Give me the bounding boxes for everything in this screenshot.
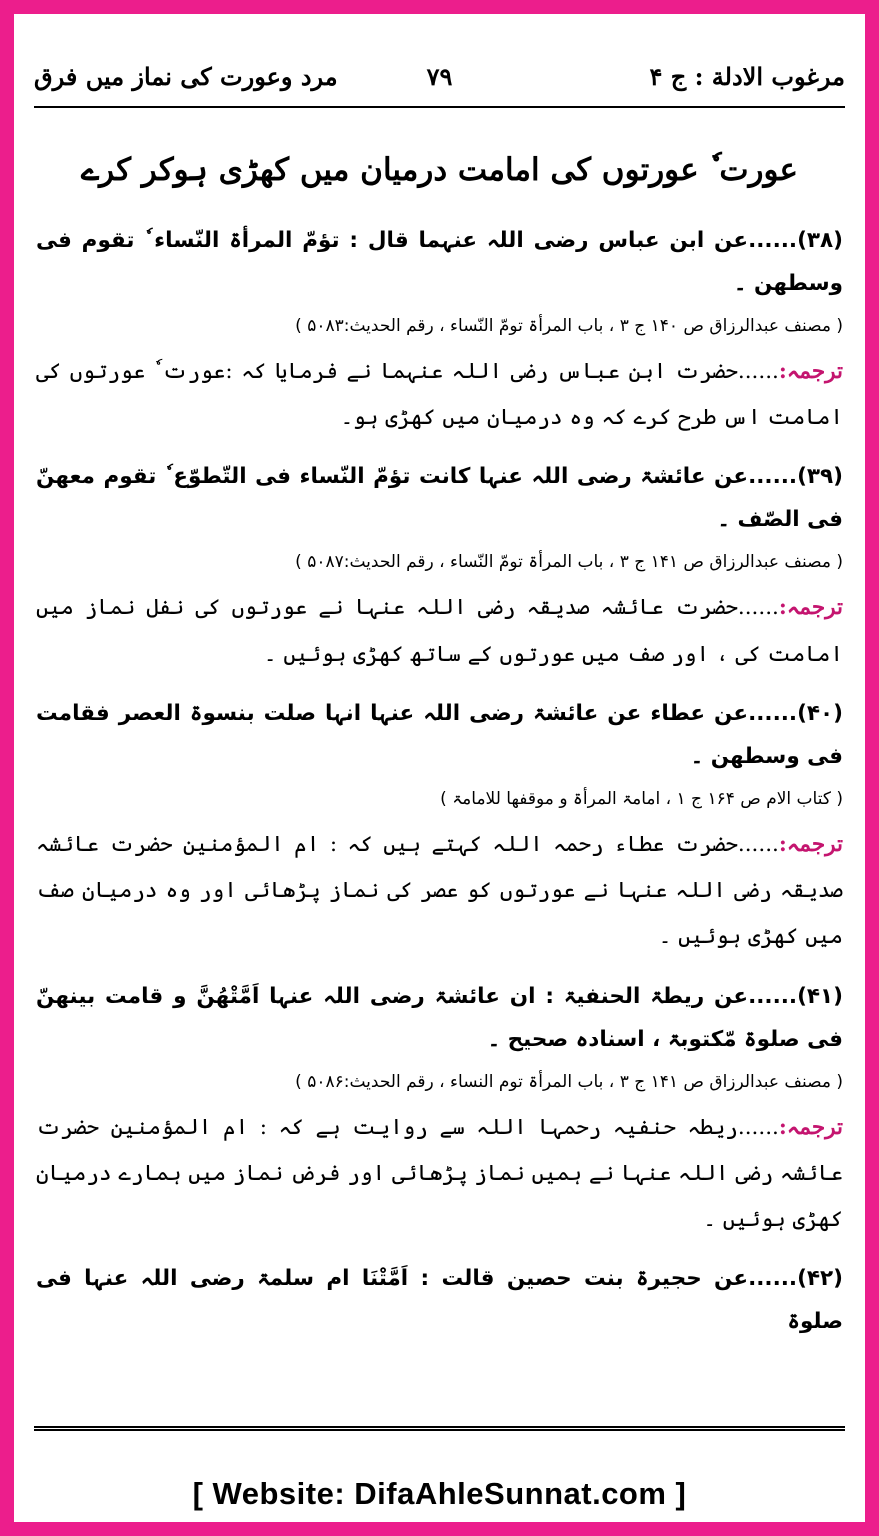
- translation: ترجمہ:......حضرت عائشہ صدیقہ رضی اللہ عنہا نے عورتوں کی نفل نماز میں امامت کی ، اور صف میں عورتوں کے ساتھ کھڑی ہوئیں ۔: [36, 595, 843, 667]
- hadith-number: (۴۲): [797, 1266, 843, 1292]
- arabic-text: (۳۹)......عن عائشۃ رضی اللہ عنہا کانت تؤمّ النّساء فی التّطوّع ٗ تقوم معھنّ فی الصّف ۔: [36, 464, 843, 533]
- header-book-title: مرغوب الادلة : ج ۴: [649, 61, 845, 91]
- hadith-entry: [36, 1257, 843, 1343]
- reference: ( مصنف عبدالرزاق ص ۱۴۰ ج ۳ ، باب المرأۃ تومّ النّساء ، رقم الحدیث:۵۰۸۳ ): [295, 316, 843, 336]
- header-page-number: ۷۹: [426, 61, 453, 91]
- hadith-entry: [36, 455, 843, 677]
- header-rule: [34, 106, 845, 108]
- hadith-number: (۴۱): [797, 983, 843, 1009]
- hadith-number: (۳۹): [797, 464, 843, 490]
- translation: ترجمہ:......ریطہ حنفیہ رحمہا اللہ سے روایت ہے کہ : ام المؤمنین حضرت عائشہ رضی اللہ عنہا نے ہمیں نماز پڑھائی اور فرض نماز میں ہمارے درمیان کھڑی ہوئیں ۔: [36, 1114, 843, 1232]
- section-title: عورت ٗ عورتوں کی امامت درمیان میں کھڑی ہوکر کرے: [80, 152, 799, 188]
- hadith-number: (۳۸): [797, 228, 843, 253]
- hadith-entry: [36, 219, 843, 441]
- hadith-entry: [36, 692, 843, 961]
- translation-label: ترجمہ:: [778, 1114, 843, 1140]
- website-footer: [ Website: DifaAhleSunnat.com ]: [192, 1476, 687, 1511]
- reference: ( مصنف عبدالرزاق ص ۱۴۱ ج ۳ ، باب المرأۃ تومّ النّساء ، رقم الحدیث:۵۰۸۷ ): [295, 552, 843, 573]
- hadith-entry: [36, 975, 843, 1244]
- arabic-text: (۴۰)......عن عطاء عن عائشۃ رضی اللہ عنہا انہا صلت بنسوۃ العصر فقامت فی وسطھن ۔: [36, 700, 843, 769]
- book-page: [14, 14, 865, 1522]
- running-header: [34, 54, 845, 98]
- translation: ترجمہ:......حضرت عطاء رحمہ اللہ کہتے ہیں کہ : ام المؤمنین حضرت عائشہ صدیقہ رضی اللہ عنہا نے عورتوں کو عصر کی نماز پڑھائی اور وہ درمیان صف میں کھڑی ہوئیں ۔: [36, 831, 843, 950]
- arabic-text: (۴۱)......عن ریطۃ الحنفیۃ : ان عائشۃ رضی اللہ عنہا اَمَّتْھُنَّ و قامت بینھنّ فی صلوۃ مّکتوبۃ ، اسنادہ صحیح ۔: [36, 983, 843, 1052]
- translation-label: ترجمہ:: [778, 595, 843, 621]
- reference: ( مصنف عبدالرزاق ص ۱۴۱ ج ۳ ، باب المرأۃ توم النساء ، رقم الحدیث:۵۰۸۶ ): [295, 1071, 843, 1092]
- header-topic: مرد وعورت کی نماز میں فرق: [34, 61, 338, 91]
- arabic-text: (۳۸)......عن ابن عباس رضی اللہ عنہما قال : تؤمّ المرأۃ النّساء ٗ تقوم فی وسطھن ۔: [36, 228, 843, 296]
- translation-label: ترجمہ:: [778, 359, 843, 384]
- translation: ترجمہ:......حضرت ابن عباس رضی اللہ عنہما نے فرمایا کہ :عورت ٗ عورتوں کی امامت اس طرح کرے کہ وہ درمیان میں کھڑی ہو۔: [36, 359, 843, 431]
- reference: ( کتاب الام ص ۱۶۴ ج ۱ ، امامۃ المرأۃ و موقفھا للامامۃ ): [440, 788, 843, 809]
- translation-label: ترجمہ:: [778, 831, 843, 857]
- footer-rule: [34, 1426, 845, 1431]
- hadith-number: (۴۰): [797, 700, 843, 726]
- arabic-text: (۴۲)......عن حجیرۃ بنت حصین قالت : اَمَّتْنَا ام سلمۃ رضی اللہ عنہا فی صلوۃ: [36, 1266, 843, 1335]
- hadith-list: [36, 219, 843, 1349]
